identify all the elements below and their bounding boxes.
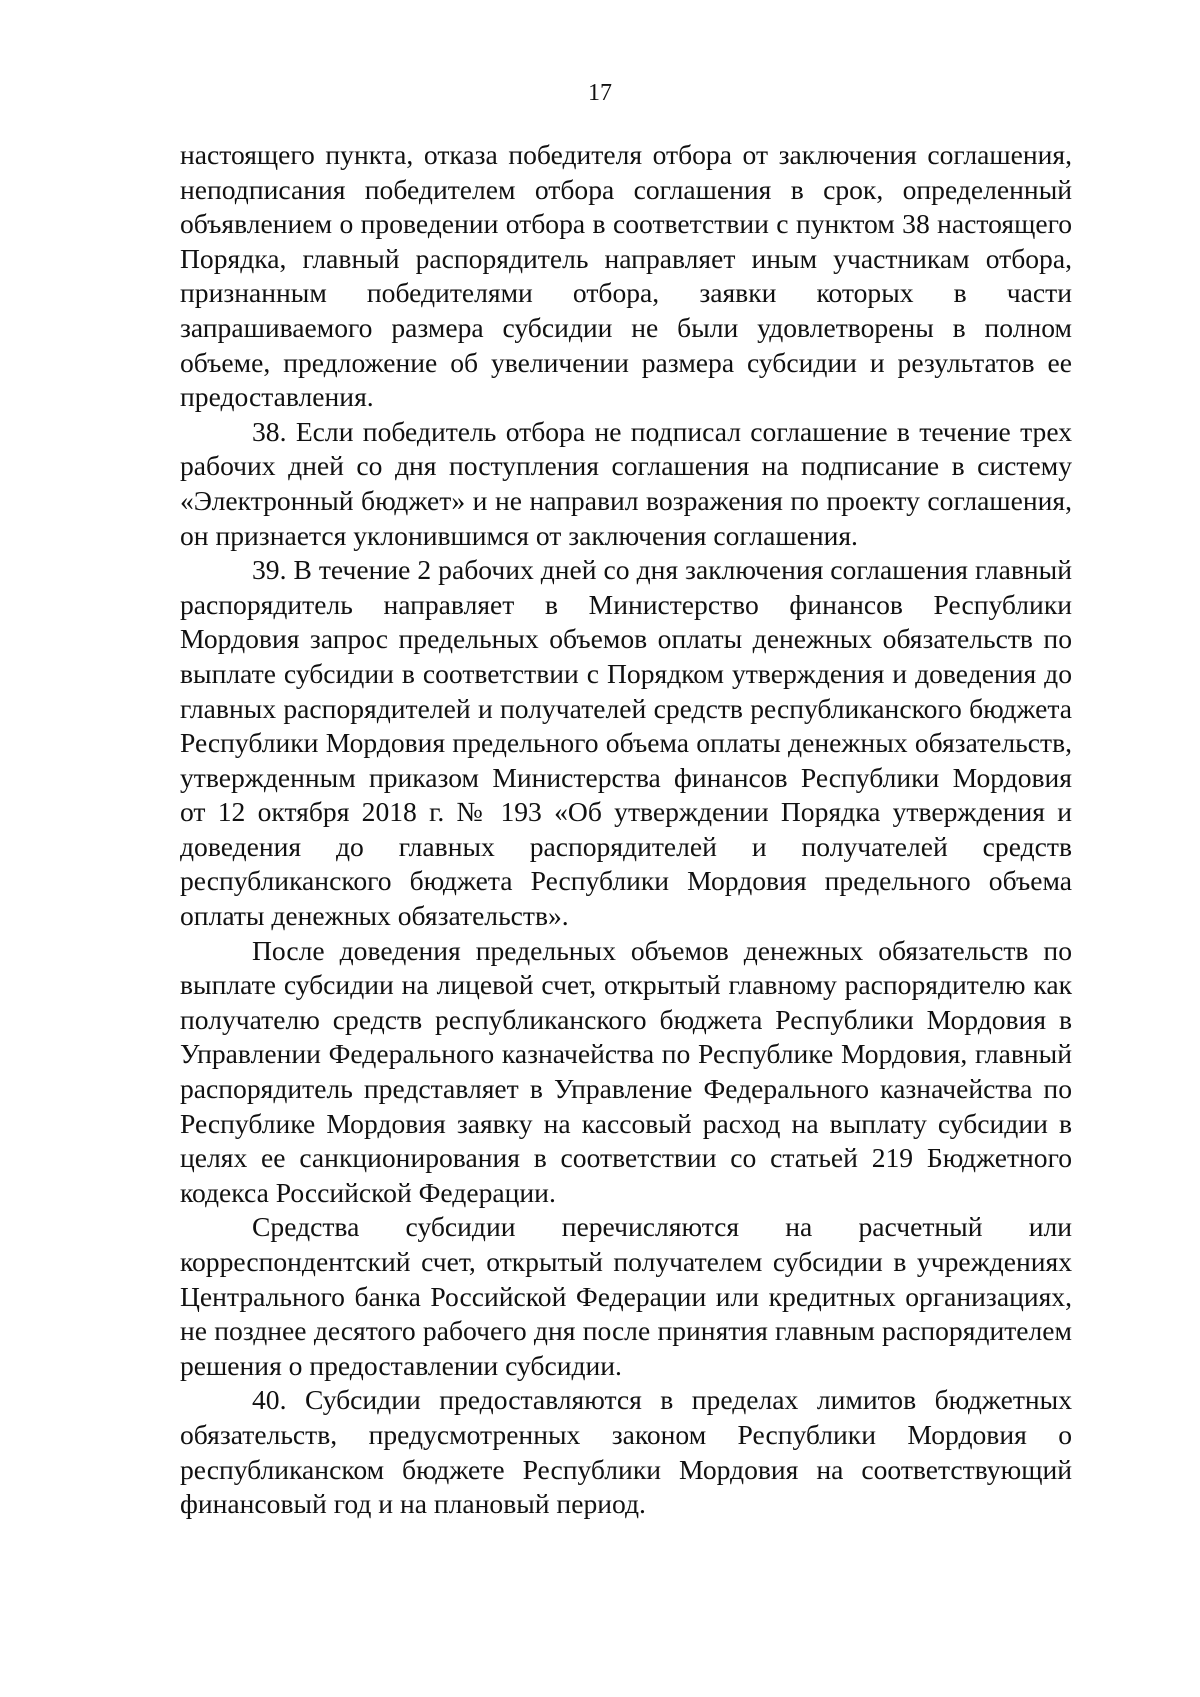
page-number: 17 (588, 80, 612, 106)
paragraph-continuation: настоящего пункта, отказа победителя отбора от заключения соглашения, неподписания победителем отбора соглашения в срок, определенный объявлением о проведении отбора в соответствии с пунктом 38 настоящего Порядка, главный распорядитель направляет иным участникам отбора, признанным победителями отбора, заявки которых в части запрашиваемого размера субсидии не были удовлетворены в полном объеме, предложение об увеличении размера субсидии и результатов ее предоставления. (180, 139, 1072, 413)
paragraph-limits-delivery: После доведения предельных объемов денежных обязательств по выплате субсидии на лицевой счет, открытый главному распорядителю как получателю средств республиканского бюджета Республики Мордовия в Управлении Федерального казначейства по Республике Мордовия, главный распорядитель представляет в Управление Федерального казначейства по Республике Мордовия заявку на кассовый расход на выплату субсидии в целях ее санкционирования в соответствии со статьей 219 Бюджетного кодекса Российской Федерации. (180, 934, 1072, 1208)
paragraph-item-39: 39. В течение 2 рабочих дней со дня заключения соглашения главный распорядитель направляет в Министерство финансов Республики Мордовия запрос предельных объемов оплаты денежных обязательств по выплате субсидии в соответствии с Порядком утверждения и доведения до главных распорядителей и получателей средств республиканского бюджета Республики Мордовия предельного объема оплаты денежных обязательств, утвержденным приказом Министерства финансов Республики Мордовия от 12 октября 2018 г. № 193 «Об утверждении Порядка утверждения и доведения до главных распорядителей и получателей средств республиканского бюджета Республики Мордовия предельного объема оплаты денежных обязательств». (180, 554, 1072, 932)
document-body (180, 138, 1072, 1522)
paragraph-item-38: 38. Если победитель отбора не подписал соглашение в течение трех рабочих дней со дня поступления соглашения на подписание в систему «Электронный бюджет» и не направил возражения по проекту соглашения, он признается уклонившимся от заключения соглашения. (180, 415, 1072, 551)
paragraph-subsidy-transfer: Средства субсидии перечисляются на расчетный или корреспондентский счет, открытый получателем субсидии в учреждениях Центрального банка Российской Федерации или кредитных организациях, не позднее десятого рабочего дня после принятия главным распорядителем решения о предоставлении субсидии. (180, 1211, 1072, 1381)
paragraph-item-40: 40. Субсидии предоставляются в пределах лимитов бюджетных обязательств, предусмотренных законом Республики Мордовия о республиканском бюджете Республики Мордовия на соответствующий финансовый год и на плановый период. (180, 1384, 1072, 1520)
